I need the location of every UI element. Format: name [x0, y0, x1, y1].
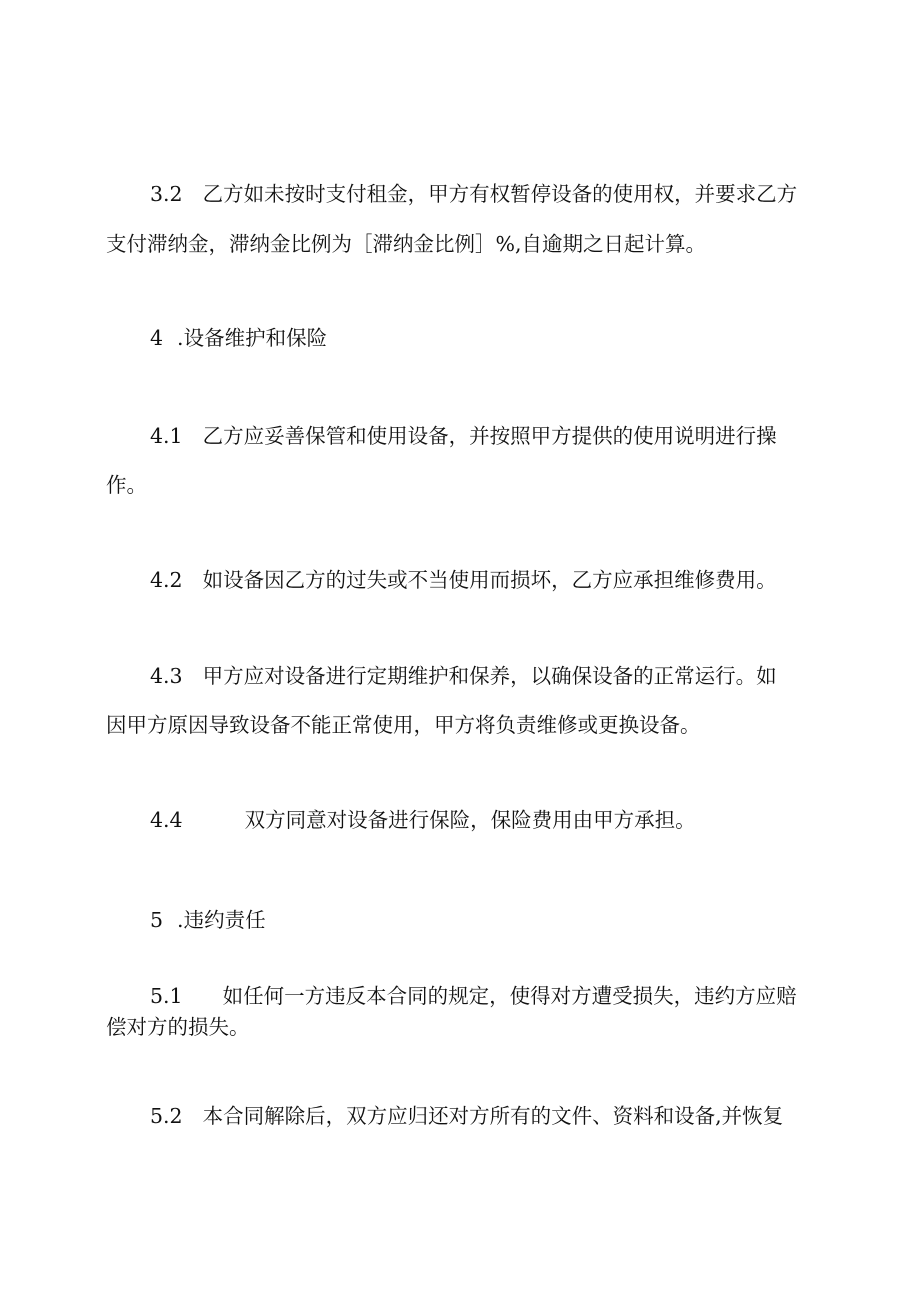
clause-3-2-line-2	[106, 230, 826, 258]
clause-number: 4.1	[150, 424, 183, 448]
clause-number: 5.2	[150, 1104, 183, 1128]
section-5-heading	[150, 906, 870, 934]
clause-text: 乙方应妥善保管和使用设备，并按照甲方提供的使用说明进行操	[202, 424, 777, 448]
clause-text: 如设备因乙方的过失或不当使用而损坏，乙方应承担维修费用。	[202, 568, 777, 592]
clause-5-1-line-1	[150, 982, 870, 1010]
clause-4-3-line-1	[150, 662, 870, 690]
clause-number: 5.1	[150, 984, 183, 1008]
clause-number: 4.3	[150, 664, 183, 688]
clause-text: 因甲方原因导致设备不能正常使用，甲方将负责维修或更换设备。	[106, 713, 701, 737]
clause-text: 作。	[106, 473, 147, 497]
clause-4-2-line-1	[150, 566, 870, 594]
clause-text: 偿对方的损失。	[106, 1015, 250, 1039]
clause-5-1-line-2	[106, 1013, 826, 1041]
clause-4-4-line-1	[150, 806, 870, 834]
clause-4-1-line-1	[150, 422, 870, 450]
clause-text: 本合同解除后，双方应归还对方所有的文件、资料和设备,并恢复	[202, 1104, 784, 1128]
clause-text: 双方同意对设备进行保险，保险费用由甲方承担。	[244, 808, 696, 832]
section-title: .设备维护和保险	[177, 326, 328, 350]
clause-text: 如任何一方违反本合同的规定，使得对方遭受损失，违约方应赔	[222, 984, 797, 1008]
section-number: 5	[150, 908, 164, 932]
clause-3-2-line-1	[150, 180, 870, 208]
section-number: 4	[150, 326, 164, 350]
clause-5-2-line-1	[150, 1102, 870, 1130]
clause-text: 支付滞纳金，滞纳金比例为［滞纳金比例］%,自逾期之日起计算。	[106, 232, 706, 256]
clause-text: 乙方如未按时支付租金，甲方有权暂停设备的使用权，并要求乙方	[202, 182, 798, 206]
clause-text: 甲方应对设备进行定期维护和保养，以确保设备的正常运行。如	[202, 664, 777, 688]
clause-number: 4.2	[150, 568, 183, 592]
clause-4-1-line-2	[106, 471, 826, 499]
clause-number: 4.4	[150, 808, 183, 832]
section-4-heading	[150, 324, 870, 352]
section-title: .违约责任	[177, 908, 266, 932]
clause-4-3-line-2	[106, 711, 826, 739]
clause-number: 3.2	[150, 182, 183, 206]
